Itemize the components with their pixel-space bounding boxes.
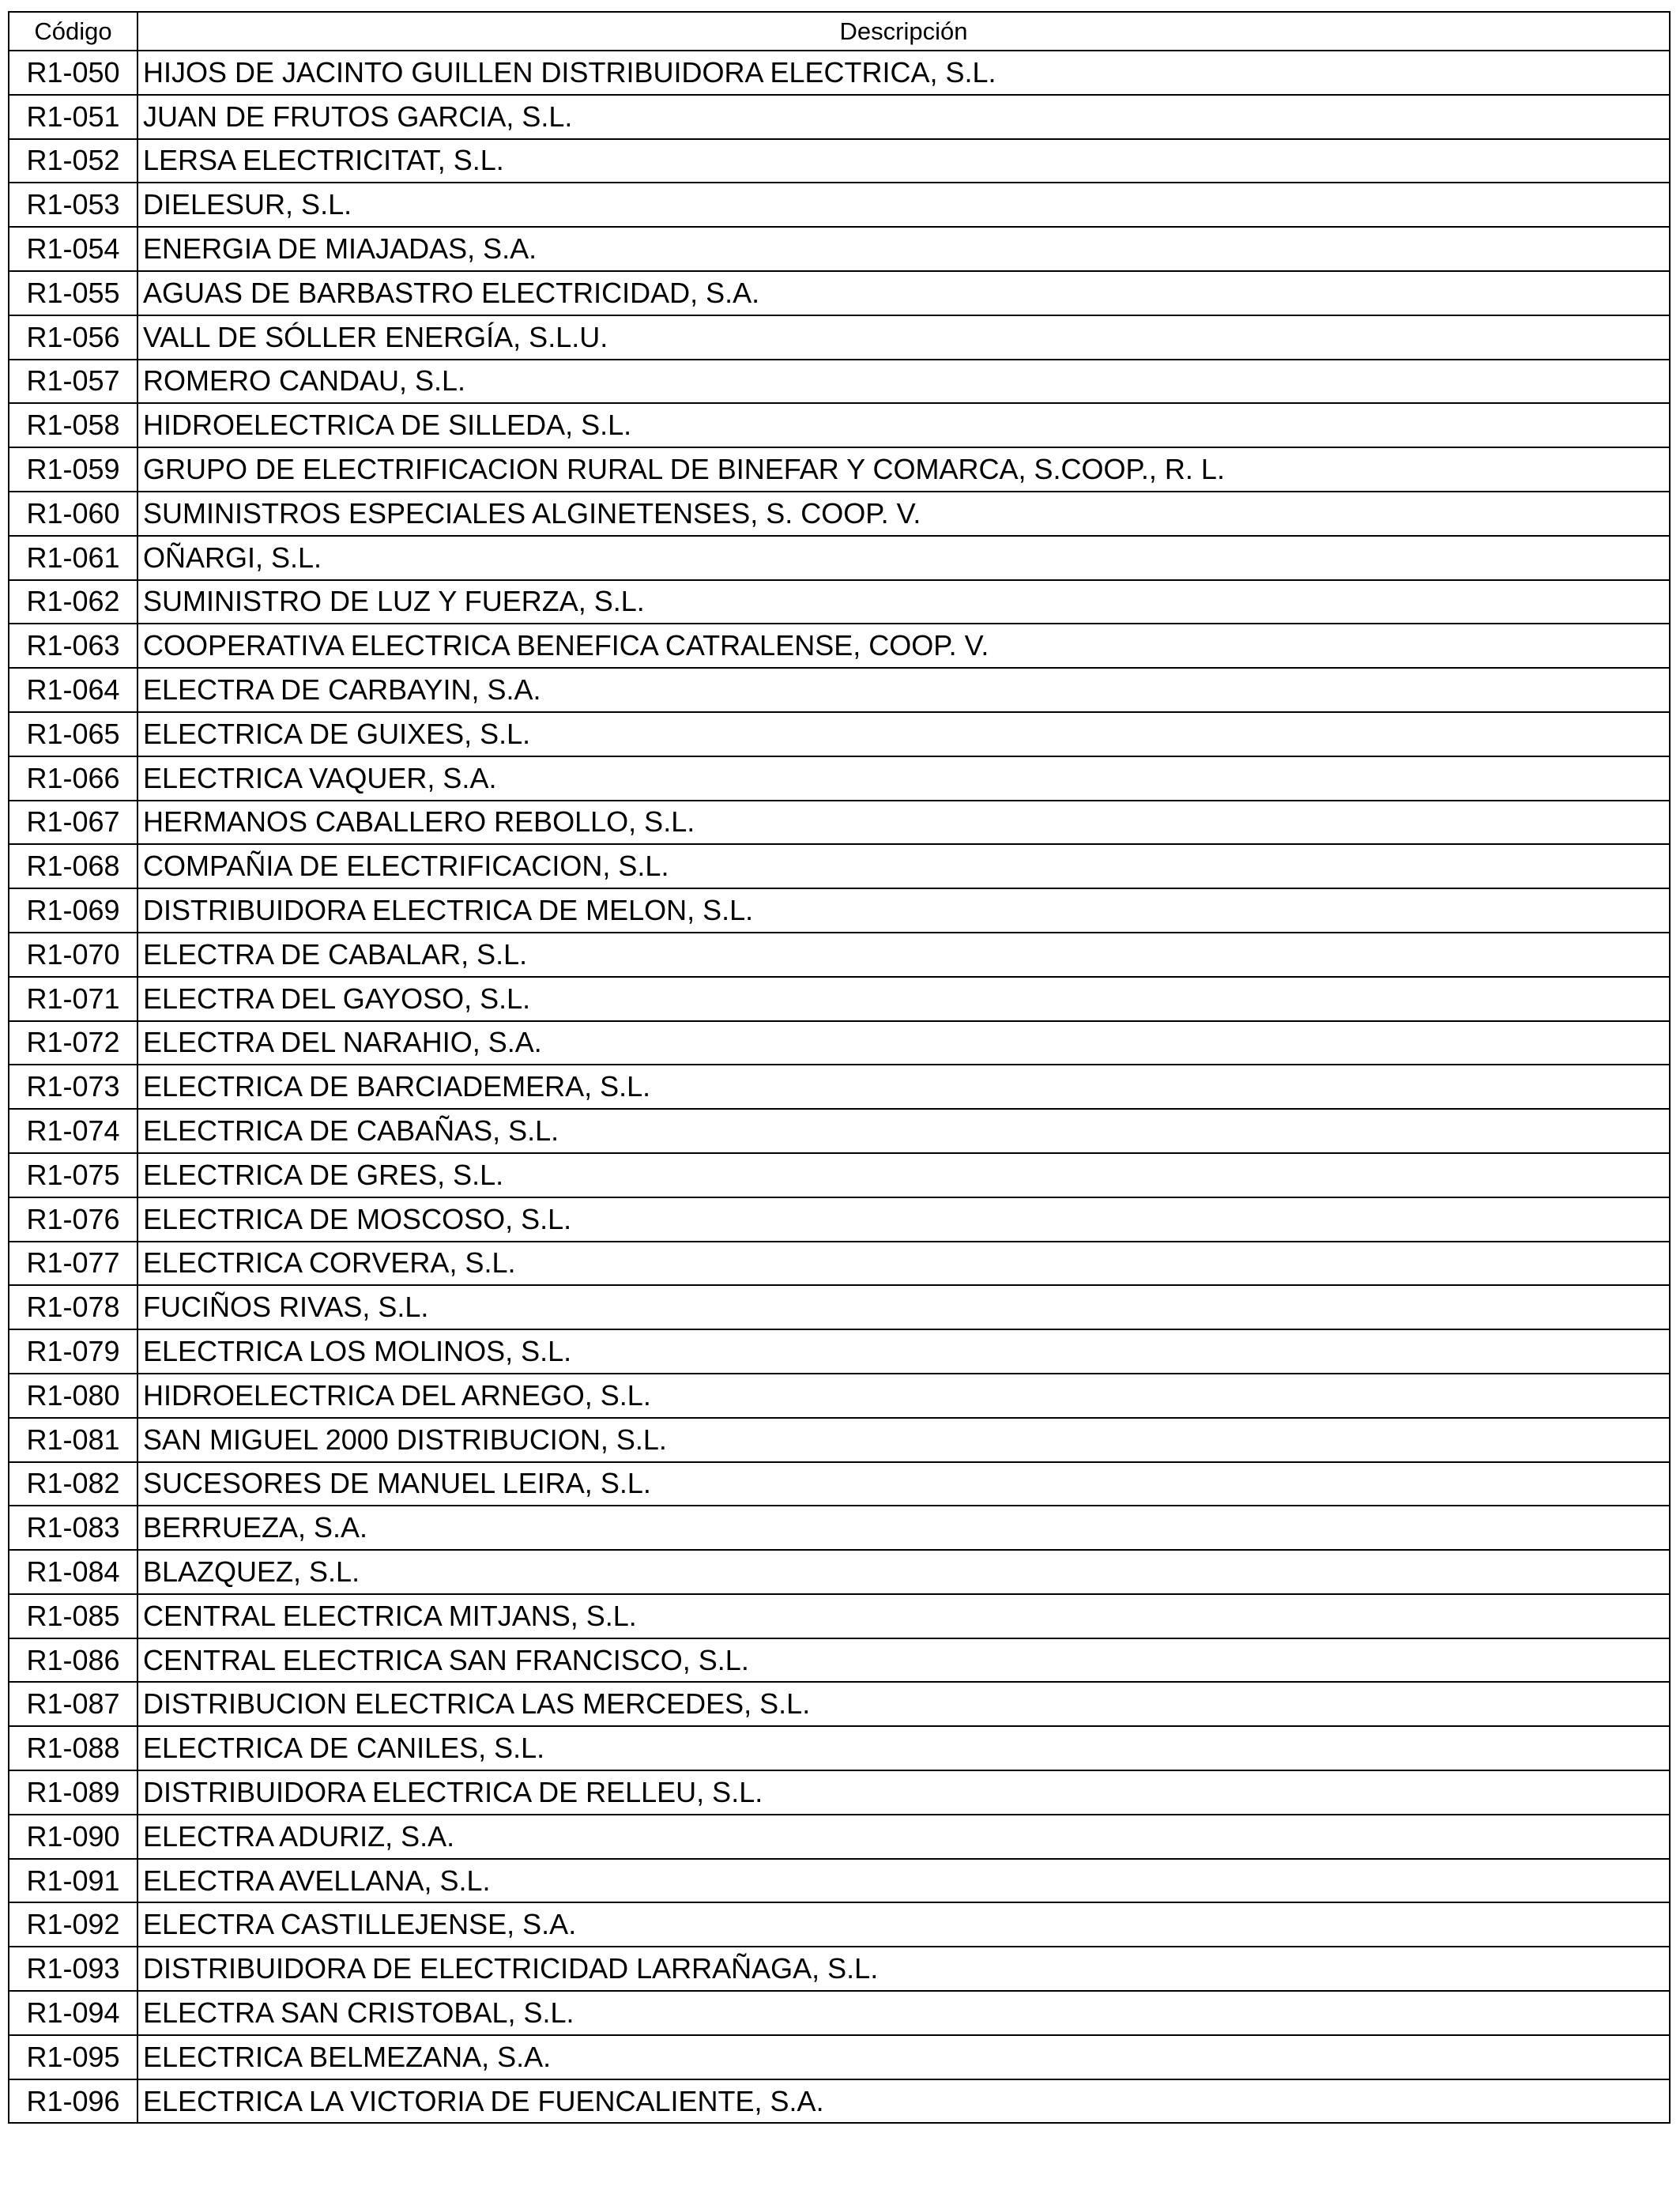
row-code-cell: R1-054 xyxy=(9,227,137,271)
row-code-cell: R1-087 xyxy=(9,1682,137,1726)
row-code-cell: R1-072 xyxy=(9,1021,137,1065)
table-row xyxy=(9,360,1670,404)
table-row xyxy=(9,227,1670,271)
row-description-cell: GRUPO DE ELECTRIFICACION RURAL DE BINEFAR Y COMARCA, S.COOP., R. L. xyxy=(137,447,1670,492)
table-row xyxy=(9,933,1670,977)
row-description-cell: ELECTRA DE CABALAR, S.L. xyxy=(137,933,1670,977)
row-description-cell: ELECTRICA CORVERA, S.L. xyxy=(137,1242,1670,1286)
table-row xyxy=(9,1770,1670,1815)
table-row xyxy=(9,536,1670,580)
row-code-cell: R1-066 xyxy=(9,756,137,801)
row-code-cell: R1-065 xyxy=(9,712,137,756)
table-row xyxy=(9,1947,1670,1991)
row-description-cell: ELECTRICA VAQUER, S.A. xyxy=(137,756,1670,801)
row-description-cell: BERRUEZA, S.A. xyxy=(137,1506,1670,1550)
row-description-cell: SAN MIGUEL 2000 DISTRIBUCION, S.L. xyxy=(137,1418,1670,1462)
row-description-cell: HIDROELECTRICA DEL ARNEGO, S.L. xyxy=(137,1374,1670,1418)
table-row xyxy=(9,1550,1670,1594)
row-code-cell: R1-078 xyxy=(9,1285,137,1329)
row-description-cell: ELECTRICA DE GRES, S.L. xyxy=(137,1153,1670,1197)
row-code-cell: R1-079 xyxy=(9,1329,137,1374)
table-header xyxy=(9,12,1670,51)
table-row xyxy=(9,1859,1670,1903)
row-code-cell: R1-090 xyxy=(9,1815,137,1859)
distributor-codes-table xyxy=(8,11,1671,2124)
table-row xyxy=(9,1682,1670,1726)
row-code-cell: R1-063 xyxy=(9,624,137,668)
table-row xyxy=(9,271,1670,315)
table-row xyxy=(9,315,1670,360)
table-row xyxy=(9,1638,1670,1683)
table-row xyxy=(9,95,1670,139)
table-row xyxy=(9,1021,1670,1065)
row-code-cell: R1-093 xyxy=(9,1947,137,1991)
row-code-cell: R1-055 xyxy=(9,271,137,315)
table-row xyxy=(9,624,1670,668)
row-description-cell: COMPAÑIA DE ELECTRIFICACION, S.L. xyxy=(137,844,1670,888)
row-code-cell: R1-052 xyxy=(9,139,137,183)
table-row xyxy=(9,1065,1670,1109)
table-row xyxy=(9,977,1670,1021)
row-code-cell: R1-067 xyxy=(9,801,137,845)
table-row xyxy=(9,844,1670,888)
table-row xyxy=(9,1285,1670,1329)
row-description-cell: DISTRIBUIDORA ELECTRICA DE MELON, S.L. xyxy=(137,888,1670,933)
table-row xyxy=(9,580,1670,624)
row-description-cell: ELECTRICA DE CANILES, S.L. xyxy=(137,1726,1670,1770)
row-code-cell: R1-076 xyxy=(9,1197,137,1242)
column-header-description: Descripción xyxy=(137,12,1670,51)
row-description-cell: BLAZQUEZ, S.L. xyxy=(137,1550,1670,1594)
row-code-cell: R1-094 xyxy=(9,1991,137,2035)
row-description-cell: VALL DE SÓLLER ENERGÍA, S.L.U. xyxy=(137,315,1670,360)
row-code-cell: R1-085 xyxy=(9,1594,137,1638)
row-code-cell: R1-050 xyxy=(9,51,137,95)
table-row xyxy=(9,1197,1670,1242)
row-code-cell: R1-095 xyxy=(9,2035,137,2079)
row-code-cell: R1-056 xyxy=(9,315,137,360)
row-description-cell: ELECTRICA LA VICTORIA DE FUENCALIENTE, S.A. xyxy=(137,2079,1670,2124)
row-description-cell: ELECTRA DEL GAYOSO, S.L. xyxy=(137,977,1670,1021)
row-code-cell: R1-062 xyxy=(9,580,137,624)
row-code-cell: R1-075 xyxy=(9,1153,137,1197)
table-body xyxy=(9,51,1670,2123)
row-description-cell: ELECTRA SAN CRISTOBAL, S.L. xyxy=(137,1991,1670,2035)
row-description-cell: ENERGIA DE MIAJADAS, S.A. xyxy=(137,227,1670,271)
row-code-cell: R1-064 xyxy=(9,668,137,712)
row-description-cell: SUCESORES DE MANUEL LEIRA, S.L. xyxy=(137,1462,1670,1506)
table-row xyxy=(9,1462,1670,1506)
row-description-cell: ELECTRICA DE MOSCOSO, S.L. xyxy=(137,1197,1670,1242)
table-row xyxy=(9,1418,1670,1462)
table-row xyxy=(9,1506,1670,1550)
row-description-cell: DISTRIBUIDORA ELECTRICA DE RELLEU, S.L. xyxy=(137,1770,1670,1815)
row-description-cell: OÑARGI, S.L. xyxy=(137,536,1670,580)
row-description-cell: ELECTRICA DE BARCIADEMERA, S.L. xyxy=(137,1065,1670,1109)
row-code-cell: R1-059 xyxy=(9,447,137,492)
table-row xyxy=(9,668,1670,712)
row-description-cell: CENTRAL ELECTRICA SAN FRANCISCO, S.L. xyxy=(137,1638,1670,1683)
table-row xyxy=(9,1329,1670,1374)
table-row xyxy=(9,712,1670,756)
row-code-cell: R1-068 xyxy=(9,844,137,888)
row-code-cell: R1-091 xyxy=(9,1859,137,1903)
row-description-cell: ELECTRICA BELMEZANA, S.A. xyxy=(137,2035,1670,2079)
row-code-cell: R1-069 xyxy=(9,888,137,933)
row-description-cell: HIDROELECTRICA DE SILLEDA, S.L. xyxy=(137,403,1670,447)
row-code-cell: R1-061 xyxy=(9,536,137,580)
row-description-cell: HIJOS DE JACINTO GUILLEN DISTRIBUIDORA ELECTRICA, S.L. xyxy=(137,51,1670,95)
row-code-cell: R1-060 xyxy=(9,492,137,536)
row-description-cell: ELECTRICA LOS MOLINOS, S.L. xyxy=(137,1329,1670,1374)
row-code-cell: R1-096 xyxy=(9,2079,137,2124)
row-description-cell: FUCIÑOS RIVAS, S.L. xyxy=(137,1285,1670,1329)
table-row xyxy=(9,756,1670,801)
table-row xyxy=(9,1594,1670,1638)
table-row xyxy=(9,2079,1670,2124)
row-description-cell: ELECTRICA DE GUIXES, S.L. xyxy=(137,712,1670,756)
row-code-cell: R1-077 xyxy=(9,1242,137,1286)
table-row xyxy=(9,139,1670,183)
row-description-cell: CENTRAL ELECTRICA MITJANS, S.L. xyxy=(137,1594,1670,1638)
table-row xyxy=(9,1153,1670,1197)
row-description-cell: HERMANOS CABALLERO REBOLLO, S.L. xyxy=(137,801,1670,845)
row-code-cell: R1-058 xyxy=(9,403,137,447)
row-description-cell: ELECTRA AVELLANA, S.L. xyxy=(137,1859,1670,1903)
row-code-cell: R1-073 xyxy=(9,1065,137,1109)
row-description-cell: COOPERATIVA ELECTRICA BENEFICA CATRALENSE, COOP. V. xyxy=(137,624,1670,668)
row-description-cell: SUMINISTRO DE LUZ Y FUERZA, S.L. xyxy=(137,580,1670,624)
column-header-code: Código xyxy=(9,12,137,51)
table-row xyxy=(9,1374,1670,1418)
table-row xyxy=(9,492,1670,536)
row-description-cell: ELECTRA DEL NARAHIO, S.A. xyxy=(137,1021,1670,1065)
row-code-cell: R1-080 xyxy=(9,1374,137,1418)
row-code-cell: R1-083 xyxy=(9,1506,137,1550)
row-description-cell: DIELESUR, S.L. xyxy=(137,183,1670,227)
row-code-cell: R1-089 xyxy=(9,1770,137,1815)
row-code-cell: R1-071 xyxy=(9,977,137,1021)
row-code-cell: R1-082 xyxy=(9,1462,137,1506)
table-row xyxy=(9,1726,1670,1770)
row-code-cell: R1-057 xyxy=(9,360,137,404)
table-row xyxy=(9,801,1670,845)
row-description-cell: AGUAS DE BARBASTRO ELECTRICIDAD, S.A. xyxy=(137,271,1670,315)
row-code-cell: R1-086 xyxy=(9,1638,137,1683)
row-description-cell: DISTRIBUCION ELECTRICA LAS MERCEDES, S.L. xyxy=(137,1682,1670,1726)
row-code-cell: R1-088 xyxy=(9,1726,137,1770)
row-code-cell: R1-053 xyxy=(9,183,137,227)
table-row xyxy=(9,403,1670,447)
table-row xyxy=(9,447,1670,492)
row-description-cell: ROMERO CANDAU, S.L. xyxy=(137,360,1670,404)
row-code-cell: R1-084 xyxy=(9,1550,137,1594)
header-row xyxy=(9,12,1670,51)
row-description-cell: LERSA ELECTRICITAT, S.L. xyxy=(137,139,1670,183)
row-description-cell: ELECTRA ADURIZ, S.A. xyxy=(137,1815,1670,1859)
table-row xyxy=(9,1242,1670,1286)
row-code-cell: R1-081 xyxy=(9,1418,137,1462)
row-description-cell: SUMINISTROS ESPECIALES ALGINETENSES, S. COOP. V. xyxy=(137,492,1670,536)
table-row xyxy=(9,1815,1670,1859)
table-row xyxy=(9,1902,1670,1947)
table-row xyxy=(9,2035,1670,2079)
table-row xyxy=(9,1991,1670,2035)
row-code-cell: R1-070 xyxy=(9,933,137,977)
row-code-cell: R1-092 xyxy=(9,1902,137,1947)
table-row xyxy=(9,183,1670,227)
row-code-cell: R1-074 xyxy=(9,1109,137,1153)
row-description-cell: ELECTRICA DE CABAÑAS, S.L. xyxy=(137,1109,1670,1153)
row-description-cell: JUAN DE FRUTOS GARCIA, S.L. xyxy=(137,95,1670,139)
table-row xyxy=(9,888,1670,933)
table-row xyxy=(9,51,1670,95)
row-description-cell: DISTRIBUIDORA DE ELECTRICIDAD LARRAÑAGA, S.L. xyxy=(137,1947,1670,1991)
row-description-cell: ELECTRA CASTILLEJENSE, S.A. xyxy=(137,1902,1670,1947)
row-code-cell: R1-051 xyxy=(9,95,137,139)
table-row xyxy=(9,1109,1670,1153)
row-description-cell: ELECTRA DE CARBAYIN, S.A. xyxy=(137,668,1670,712)
